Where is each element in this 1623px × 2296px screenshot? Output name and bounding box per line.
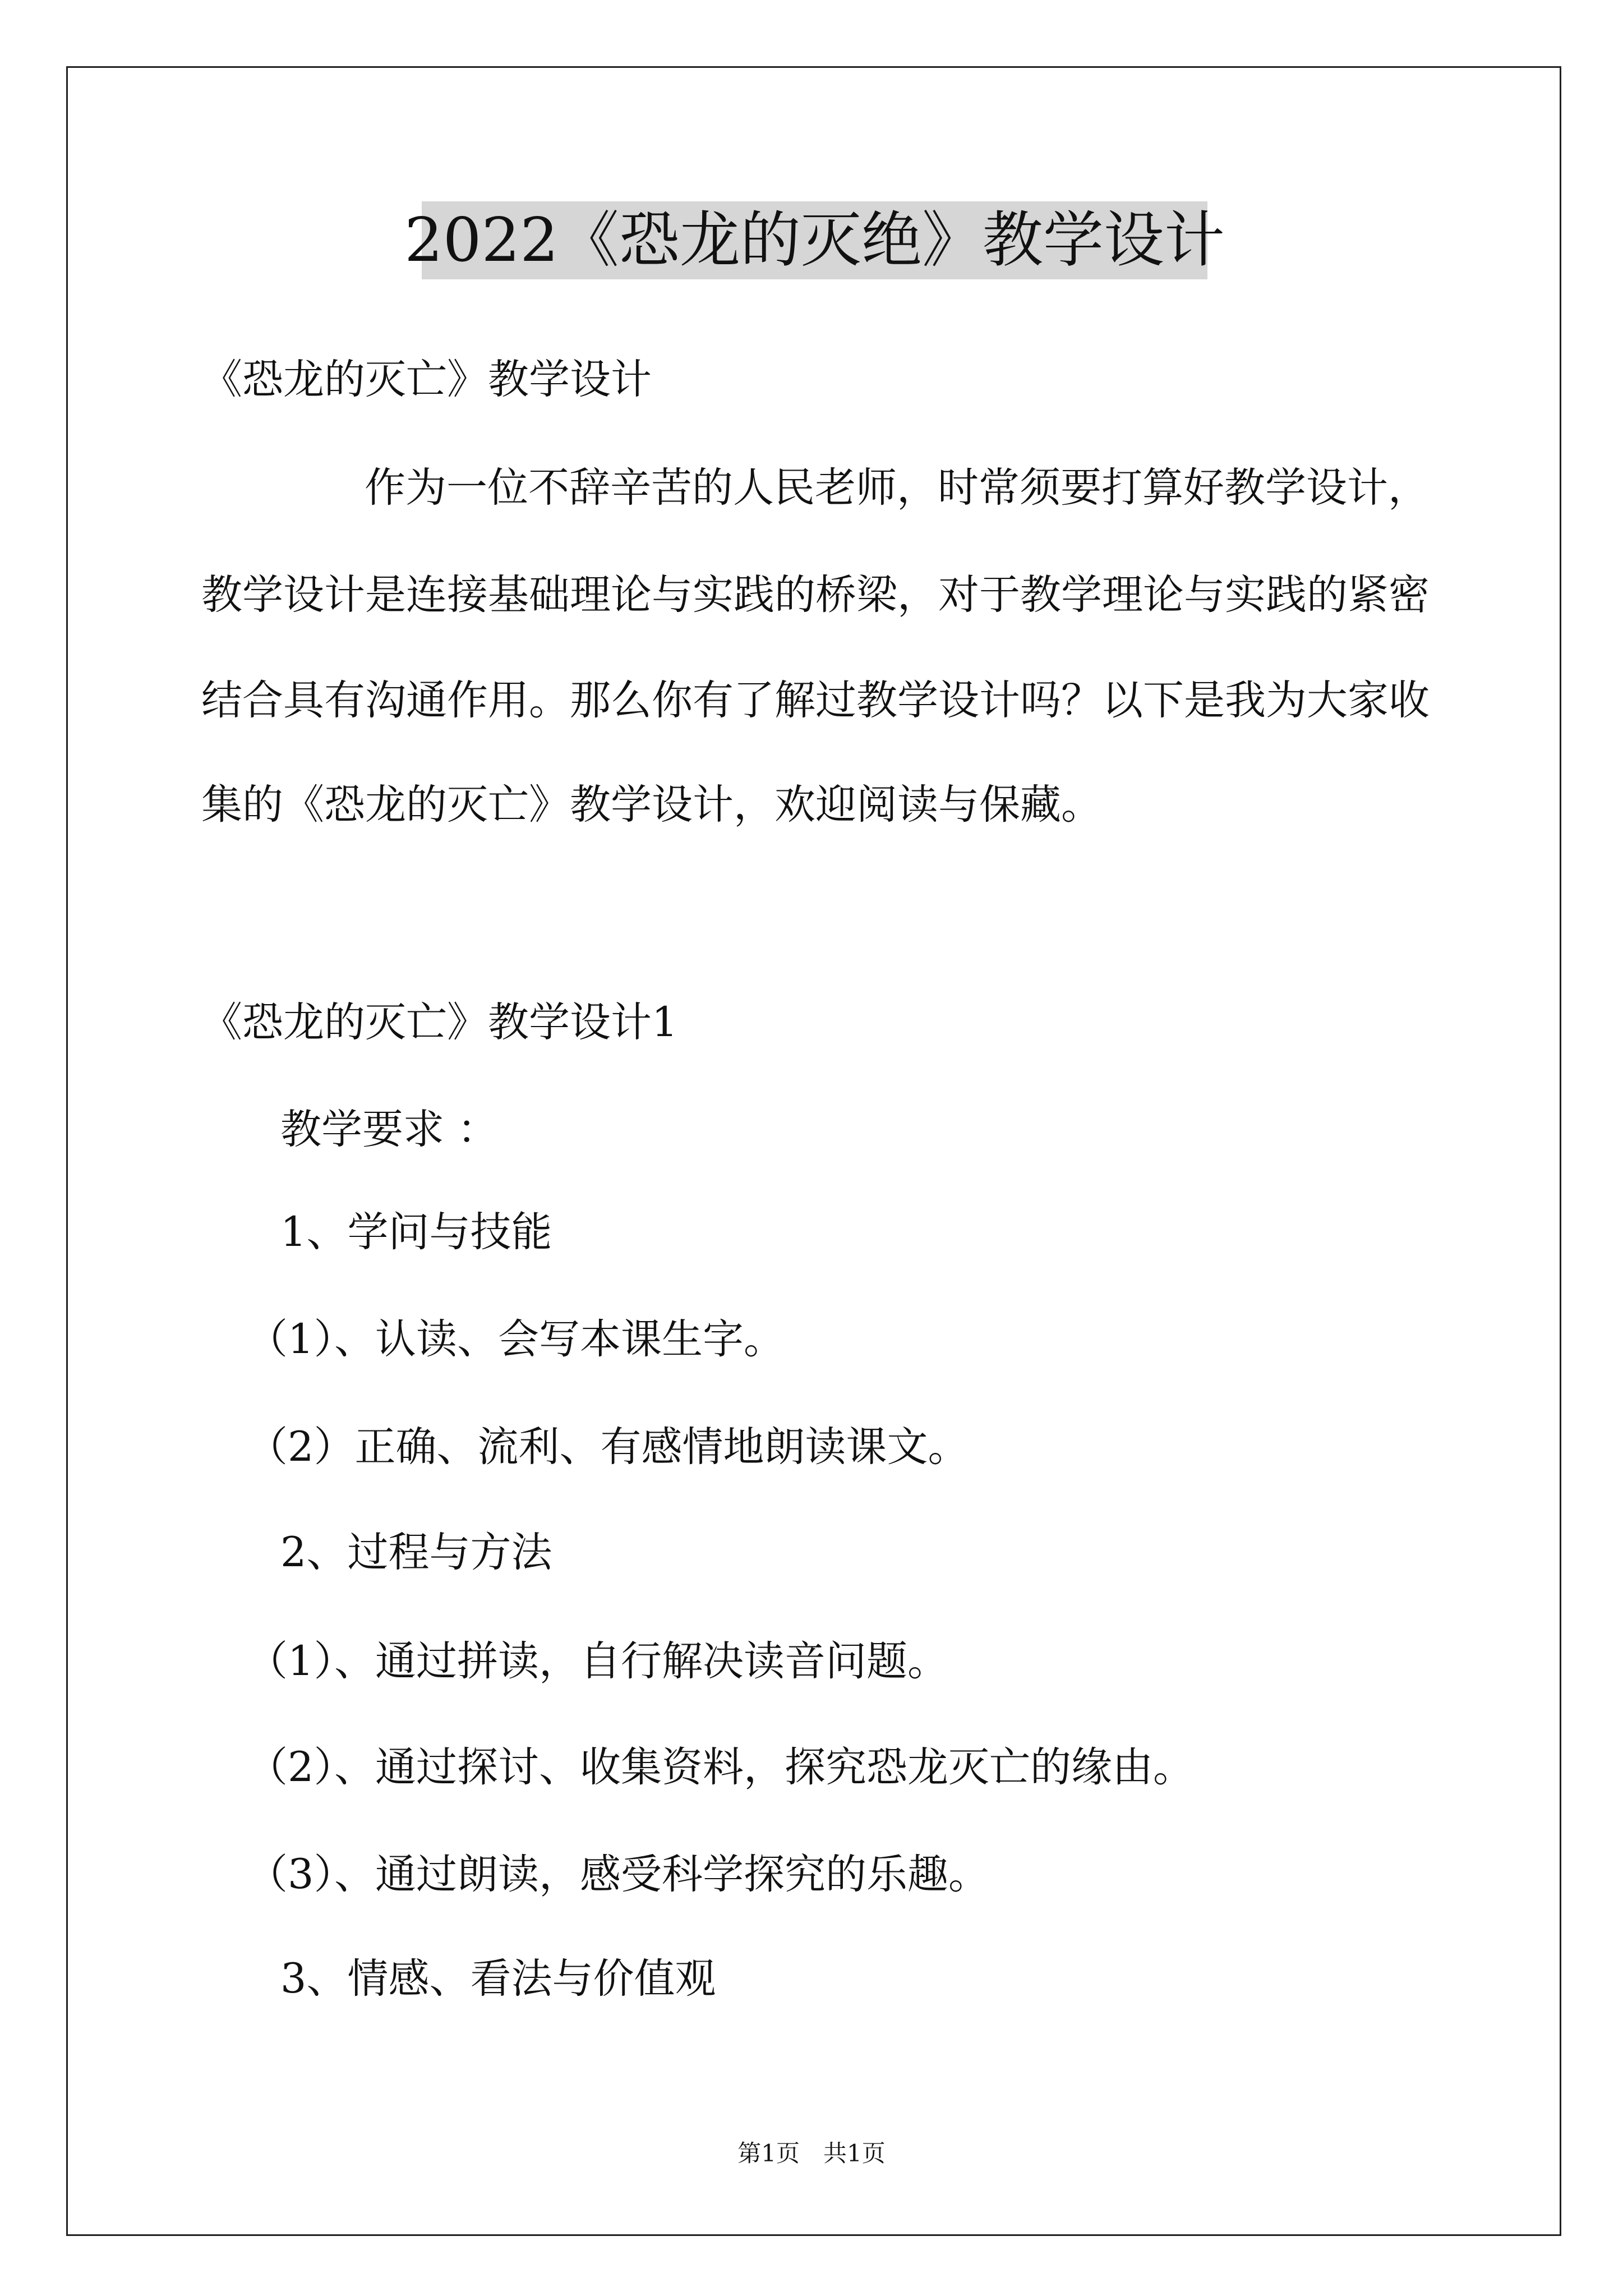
intro-line: 教学设计是连接基础理论与实践的桥梁，对于教学理论与实践的紧密 — [201, 571, 1430, 619]
goal-heading: 1、学问与技能 — [280, 1208, 552, 1256]
page-number: 第1页 — [737, 2139, 800, 2167]
goal-item: （3）、通过朗读，感受科学探究的乐趣。 — [247, 1851, 989, 1898]
goal-heading: 2、过程与方法 — [280, 1529, 552, 1576]
goal-item: （2）、通过探讨、收集资料，探究恐龙灭亡的缘由。 — [247, 1743, 1194, 1791]
page-total: 共1页 — [823, 2139, 886, 2167]
goal-item: （1）、通过拼读，自行解决读音问题。 — [247, 1637, 948, 1685]
document-subtitle: 《恐龙的灭亡》教学设计 — [201, 356, 652, 403]
intro-line: 结合具有沟通作用。那么你有了解过教学设计吗？以下是我为大家收 — [201, 677, 1430, 724]
goal-heading: 3、情感、看法与价值观 — [280, 1955, 716, 2003]
goal-item: （2）正确、流利、有感情地朗读课文。 — [247, 1423, 969, 1471]
section-title: 《恐龙的灭亡》教学设计1 — [201, 999, 678, 1046]
intro-line: 作为一位不辞辛苦的人民老师，时常须要打算好教学设计， — [365, 464, 1429, 512]
document-title: 2022《恐龙的灭绝》教学设计 — [422, 201, 1207, 279]
intro-line: 集的《恐龙的灭亡》教学设计，欢迎阅读与保藏。 — [201, 781, 1102, 829]
goal-item: （1）、认读、会写本课生字。 — [247, 1315, 785, 1363]
requirements-heading: 教学要求 ： — [280, 1106, 499, 1153]
page-footer — [0, 2139, 1623, 2167]
